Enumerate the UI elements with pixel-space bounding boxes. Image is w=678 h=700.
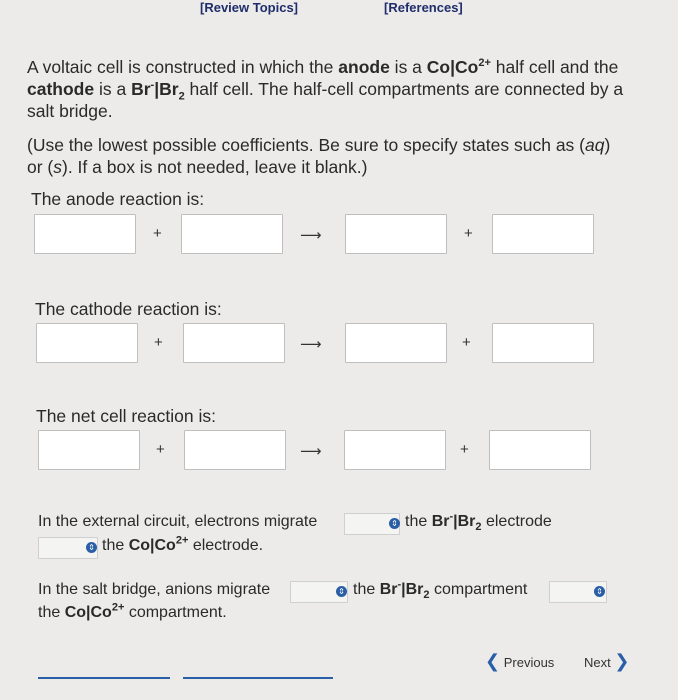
external-circuit-text: In the external circuit, electrons migrate [38,513,318,530]
salt-bridge-text: In the salt bridge, anions migrate [38,581,271,598]
bottom-divider-2 [183,677,333,679]
cathode-arrow: ⟶ [300,336,322,353]
bottom-divider-1 [38,677,170,679]
external-circuit-direction-select[interactable] [344,513,400,535]
net-plus-2: + [460,441,469,458]
cathode-heading: The cathode reaction is: [35,299,222,319]
salt-bridge-direction-select[interactable] [290,581,348,603]
net-heading: The net cell reaction is: [36,406,216,426]
chevron-dropdown-icon: ⇕ [336,586,347,597]
cathode-reactant-1-box[interactable] [36,323,138,363]
cathode-plus-1: + [154,334,163,351]
references-link[interactable]: [References] [384,0,463,15]
net-plus-1: + [156,441,165,458]
net-product-1-box[interactable] [344,430,446,470]
anode-product-1-box[interactable] [345,214,447,254]
anode-reactant-1-box[interactable] [34,214,136,254]
anode-plus-1: + [153,225,162,242]
review-topics-link[interactable]: [Review Topics] [200,0,299,15]
salt-bridge-direction-select-2[interactable] [549,581,607,603]
anode-arrow: ⟶ [300,227,322,244]
anode-reactant-2-box[interactable] [181,214,283,254]
net-reactant-1-box[interactable] [38,430,140,470]
chevron-left-icon: ❮ [485,651,501,671]
cathode-product-1-box[interactable] [345,323,447,363]
previous-label: Previous [503,655,555,670]
net-reactant-2-box[interactable] [184,430,286,470]
question-intro: A voltaic cell is constructed in which the anode is a $Co|Co^{2+}$ half cell and the cathode is a $Br^-|Br_2$ half cell. The half-cell compartments are connected by a salt bridge. [27,57,624,121]
chevron-right-icon: ❯ [614,651,630,671]
top-bar [0,0,678,22]
next-button[interactable] [584,651,629,672]
next-label: Next [584,655,611,670]
anode-plus-2: + [464,225,473,242]
cathode-reactant-2-box[interactable] [183,323,285,363]
chevron-dropdown-icon: ⇕ [594,586,605,597]
cathode-plus-2: + [462,334,471,351]
salt-bridge-target-2: the $Co|Co^{2+}$ compartment. [38,601,227,621]
question-instructions: (Use the lowest possible coefficients. Be sure to specify states such as (aq) or (s). If a box is not needed, leave it blank.) [27,135,611,177]
anode-heading: The anode reaction is: [31,189,205,209]
cathode-product-2-box[interactable] [492,323,594,363]
external-circuit-target-1: the $Br^-|Br_2$ electrode [405,510,552,534]
chevron-dropdown-icon: ⇕ [86,542,97,553]
external-circuit-direction-select-2[interactable] [38,537,98,559]
previous-button[interactable] [485,651,554,672]
chevron-dropdown-icon: ⇕ [389,518,400,529]
external-circuit-target-2: the $Co|Co^{2+}$ electrode. [102,534,264,554]
net-product-2-box[interactable] [489,430,591,470]
net-arrow: ⟶ [300,443,322,460]
salt-bridge-target-1: the $Br^-|Br_2$ compartment [353,578,528,602]
anode-product-2-box[interactable] [492,214,594,254]
